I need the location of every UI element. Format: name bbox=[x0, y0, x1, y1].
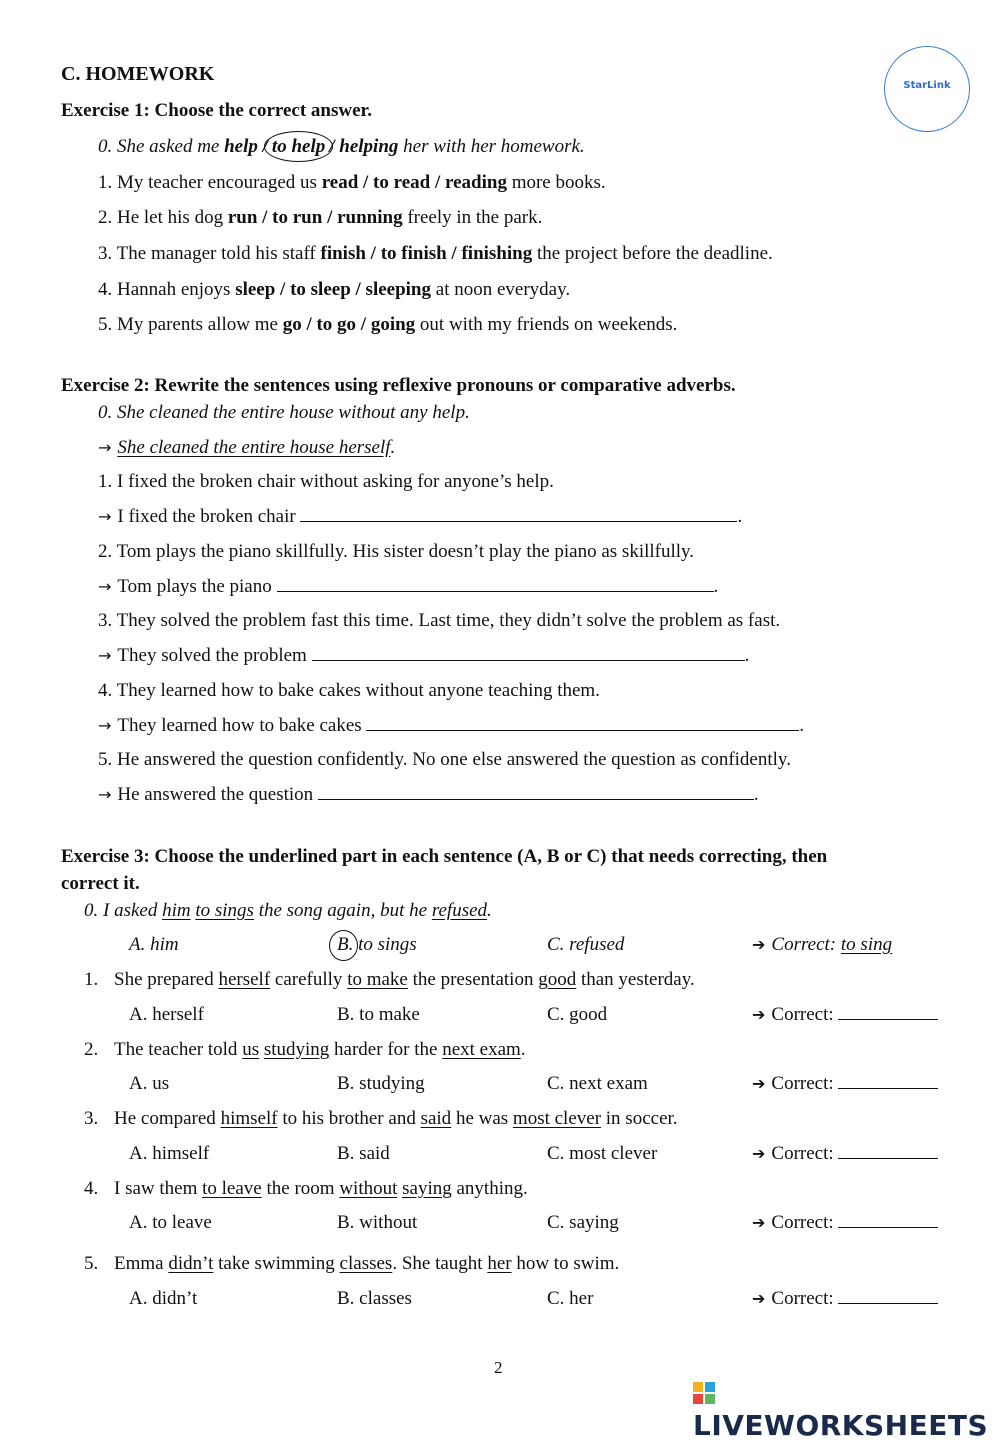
answer-circle bbox=[264, 131, 333, 162]
answer-blank[interactable] bbox=[300, 506, 737, 522]
arrow-right-icon: → bbox=[98, 438, 112, 457]
ex3-sentence: 3. He compared himself to his brother and said he was most clever in soccer. bbox=[84, 1108, 678, 1129]
logo-text: StarLink bbox=[903, 80, 951, 91]
ex2-question: 1. I fixed the broken chair without asking for anyone’s help. bbox=[98, 471, 554, 492]
ex2-question: 3. They solved the problem fast this time. Last time, they didn’t solve the problem as fast. bbox=[98, 610, 781, 631]
correct-blank[interactable] bbox=[838, 1212, 938, 1228]
ex3-example-option-a: A. him bbox=[129, 934, 179, 955]
option-c[interactable]: C. most clever bbox=[547, 1143, 658, 1164]
correct-field: ➔ Correct: bbox=[752, 1073, 938, 1095]
ex2-example-question: 0. She cleaned the entire house without any help. bbox=[98, 402, 470, 423]
arrow-right-icon: → bbox=[98, 646, 112, 665]
correct-field: ➔ Correct: bbox=[752, 1212, 938, 1234]
starlink-logo bbox=[884, 46, 970, 132]
correct-blank[interactable] bbox=[838, 1004, 938, 1020]
ex1-item: 5. My parents allow me go / to go / going out with my friends on weekends. bbox=[98, 314, 678, 335]
correct-blank[interactable] bbox=[838, 1073, 938, 1089]
answer-blank[interactable] bbox=[366, 715, 799, 731]
arrow-right-icon: → bbox=[98, 507, 112, 526]
section-title: C. HOMEWORK bbox=[61, 63, 215, 85]
page-number: 2 bbox=[494, 1358, 503, 1377]
ex1-item: 4. Hannah enjoys sleep / to sleep / sleeping at noon everyday. bbox=[98, 279, 571, 300]
arrow-right-icon: → bbox=[98, 577, 112, 596]
ex1-item: 1. My teacher encouraged us read / to read / reading more books. bbox=[98, 172, 606, 193]
option-c[interactable]: C. good bbox=[547, 1004, 608, 1025]
liveworksheets-watermark bbox=[693, 1376, 1000, 1442]
arrow-right-icon: ➔ bbox=[752, 935, 766, 954]
arrow-right-icon: ➔ bbox=[752, 1005, 766, 1024]
ex2-answer-line: → They solved the problem . bbox=[98, 645, 750, 666]
choice-options[interactable]: run / to run / running bbox=[227, 207, 403, 228]
ex2-question: 4. They learned how to bake cakes without anyone teaching them. bbox=[98, 680, 600, 701]
ex3-sentence: 4. I saw them to leave the room without saying anything. bbox=[84, 1178, 528, 1199]
answer-blank[interactable] bbox=[312, 645, 745, 661]
ex3-sentence: 2. The teacher told us studying harder for the next exam. bbox=[84, 1039, 526, 1060]
option-b[interactable]: B. without bbox=[337, 1212, 418, 1233]
arrow-right-icon: ➔ bbox=[752, 1144, 766, 1163]
choice-options[interactable]: sleep / to sleep / sleeping bbox=[235, 279, 432, 300]
choice-options[interactable]: go / to go / going bbox=[282, 314, 416, 335]
option-a[interactable]: A. himself bbox=[129, 1143, 210, 1164]
arrow-right-icon: ➔ bbox=[752, 1074, 766, 1093]
ex3-example-option-c: C. refused bbox=[547, 934, 625, 955]
arrow-right-icon: ➔ bbox=[752, 1213, 766, 1232]
correct-blank[interactable] bbox=[838, 1143, 938, 1159]
circled-answer: to help bbox=[271, 136, 326, 157]
correct-field: ➔ Correct: bbox=[752, 1288, 938, 1310]
ex1-example: 0. She asked me help / to help / helping her with her homework. bbox=[98, 136, 585, 158]
choice-options[interactable]: finish / to finish / finishing bbox=[320, 243, 533, 264]
answer-blank[interactable] bbox=[318, 784, 754, 800]
ex1-title: Exercise 1: Choose the correct answer. bbox=[61, 100, 372, 121]
ex2-answer-line: → I fixed the broken chair . bbox=[98, 506, 743, 527]
option-b[interactable]: B. to make bbox=[337, 1004, 420, 1025]
ex2-answer-line: → He answered the question . bbox=[98, 784, 759, 805]
option-c[interactable]: C. her bbox=[547, 1288, 594, 1309]
ex3-title-line2: correct it. bbox=[61, 873, 140, 894]
ex1-item: 2. He let his dog run / to run / running freely in the park. bbox=[98, 207, 543, 228]
liveworksheets-logo-icon bbox=[693, 1382, 715, 1404]
option-a[interactable]: A. to leave bbox=[129, 1212, 212, 1233]
option-a[interactable]: A. didn’t bbox=[129, 1288, 198, 1309]
ex3-title-line1: Exercise 3: Choose the underlined part in each sentence (A, B or C) that needs correcting, then bbox=[61, 846, 828, 867]
arrow-right-icon: → bbox=[98, 785, 112, 804]
ex2-question: 2. Tom plays the piano skillfully. His sister doesn’t play the piano as skillfully. bbox=[98, 541, 695, 562]
ex1-item: 3. The manager told his staff finish / to finish / finishing the project before the deadline. bbox=[98, 243, 773, 264]
option-a[interactable]: A. us bbox=[129, 1073, 170, 1094]
ex2-title: Exercise 2: Rewrite the sentences using reflexive pronouns or comparative adverbs. bbox=[61, 375, 736, 396]
ex3-sentence: 1. She prepared herself carefully to make the presentation good than yesterday. bbox=[84, 969, 695, 990]
choice-options[interactable]: read / to read / reading bbox=[321, 172, 507, 193]
arrow-right-icon: ➔ bbox=[752, 1289, 766, 1308]
correct-field: ➔ Correct: bbox=[752, 1004, 938, 1026]
correct-field: ➔ Correct: bbox=[752, 1143, 938, 1165]
ex2-answer-line: → They learned how to bake cakes . bbox=[98, 715, 805, 736]
option-a[interactable]: A. herself bbox=[129, 1004, 204, 1025]
ex3-example-sentence: 0. I asked him to sings the song again, but he refused. bbox=[84, 900, 492, 921]
ex2-answer-line: → Tom plays the piano . bbox=[98, 576, 719, 597]
answer-circle bbox=[329, 930, 358, 961]
ex3-example-option-b: B. to sings bbox=[337, 934, 417, 956]
option-b[interactable]: B. studying bbox=[337, 1073, 425, 1094]
answer-blank[interactable] bbox=[277, 576, 714, 592]
option-b[interactable]: B. classes bbox=[337, 1288, 412, 1309]
ex3-sentence: 5. Emma didn’t take swimming classes. She taught her how to swim. bbox=[84, 1253, 620, 1274]
ex2-example-answer: → She cleaned the entire house herself. bbox=[98, 437, 396, 458]
ex3-example-correct: ➔ Correct: to sing bbox=[752, 934, 893, 955]
option-b[interactable]: B. said bbox=[337, 1143, 390, 1164]
watermark-text: LIVEWORKSHEETS bbox=[693, 1409, 989, 1442]
ex2-question: 5. He answered the question confidently. No one else answered the question as confidently. bbox=[98, 749, 791, 770]
correct-blank[interactable] bbox=[838, 1288, 938, 1304]
option-c[interactable]: C. saying bbox=[547, 1212, 619, 1233]
arrow-right-icon: → bbox=[98, 716, 112, 735]
option-c[interactable]: C. next exam bbox=[547, 1073, 648, 1094]
